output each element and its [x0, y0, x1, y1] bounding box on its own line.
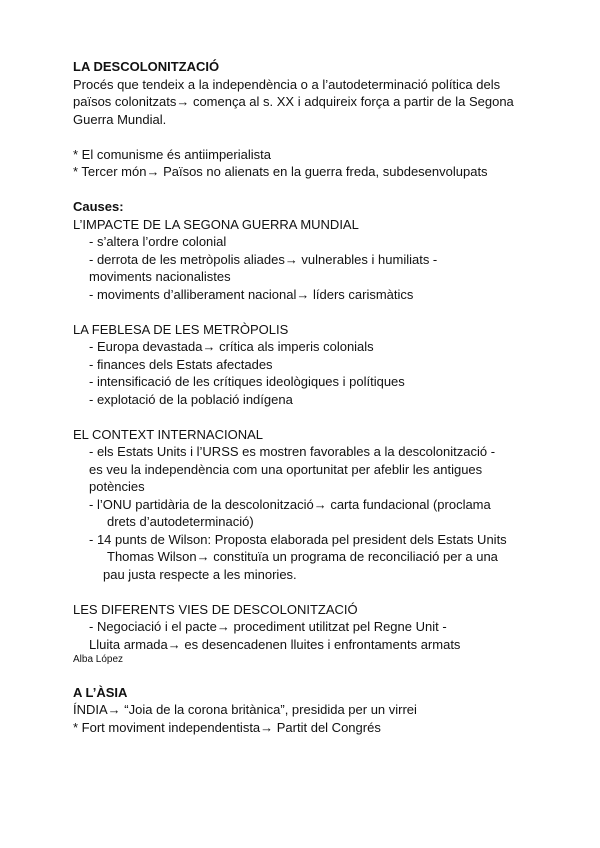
- section-heading: LA FEBLESA DE LES METRÒPOLIS: [73, 321, 289, 337]
- list-item: - Europa devastada→ crítica als imperis colonials: [89, 339, 374, 354]
- note-line: * Tercer món→ Països no alienats en la guerra freda, subdesenvolupats: [73, 164, 488, 179]
- document-title: LA DESCOLONITZACIÓ: [73, 59, 220, 74]
- section-heading: LES DIFERENTS VIES DE DESCOLONITZACIÓ: [73, 601, 358, 617]
- list-item: - Negociació i el pacte→ procediment utilitzat pel Regne Unit -: [89, 619, 447, 634]
- list-item: - explotació de la població indígena: [89, 391, 293, 407]
- list-item: Lluita armada→ es desencadenen lluites i enfrontaments armats: [89, 636, 461, 652]
- list-item: - els Estats Units i l’URSS es mostren favorables a la descolonització -: [89, 444, 496, 459]
- asia-line: * Fort moviment independentista→ Partit del Congrés: [73, 719, 381, 735]
- author-name: Alba López: [73, 654, 124, 665]
- list-item: moviments nacionalistes: [89, 269, 231, 284]
- list-item: drets d’autodeterminació): [107, 514, 254, 529]
- note-line: * El comunisme és antiimperialista: [73, 146, 271, 162]
- section-heading: L’IMPACTE DE LA SEGONA GUERRA MUNDIAL: [73, 216, 359, 232]
- list-item: Thomas Wilson→ constituïa un programa de reconciliació per a una: [107, 549, 498, 564]
- list-item: - moviments d’alliberament nacional→ líders carismàtics: [89, 286, 414, 302]
- causes-heading: Causes:: [73, 199, 124, 214]
- list-item: - finances dels Estats afectades: [89, 356, 273, 372]
- intro-line: Guerra Mundial.: [73, 111, 167, 127]
- section-heading: EL CONTEXT INTERNACIONAL: [73, 426, 263, 442]
- list-item: pau justa respecte a les minories.: [103, 566, 297, 582]
- intro-line: països colonitzats→ comença al s. XX i adquireix força a partir de la Segona: [73, 94, 514, 109]
- list-item: - 14 punts de Wilson: Proposta elaborada pel president dels Estats Units: [89, 531, 507, 547]
- list-item: es veu la independència com una oportunitat per afeblir les antigues: [89, 461, 483, 477]
- list-item: - intensificació de les crítiques ideològiques i polítiques: [89, 374, 405, 389]
- asia-heading: A L’ÀSIA: [73, 684, 128, 700]
- list-item: potències: [89, 479, 145, 494]
- list-item: - derrota de les metròpolis aliades→ vulnerables i humiliats -: [89, 251, 438, 267]
- list-item: - s’altera l’ordre colonial: [89, 234, 227, 249]
- document-page: [73, 58, 573, 736]
- intro-line: Procés que tendeix a la independència o a l’autodeterminació política dels: [73, 76, 501, 92]
- list-item: - l’ONU partidària de la descolonització→ carta fundacional (proclama: [89, 496, 491, 512]
- asia-line: ÍNDIA→ “Joia de la corona britànica”, presidida per un virrei: [73, 702, 417, 717]
